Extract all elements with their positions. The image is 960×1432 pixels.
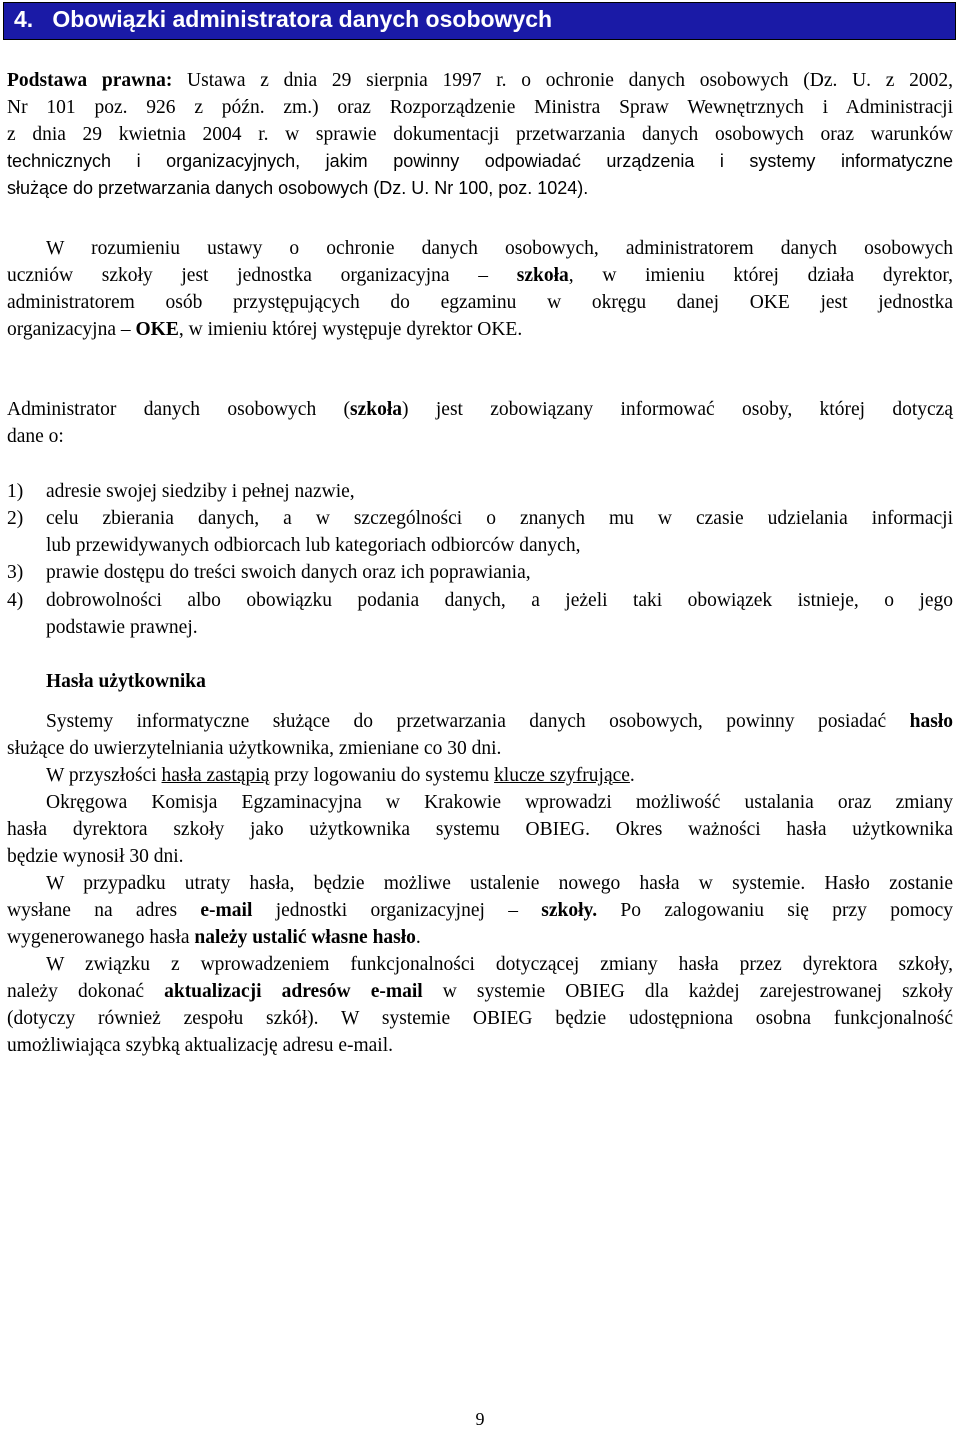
list-item-number: 1) bbox=[7, 481, 24, 502]
list-item: dobrowolności albo obowiązku podania danych, a jeżeli taki obowiązek istnieje, o jego bbox=[46, 590, 953, 611]
section-header bbox=[3, 2, 956, 40]
password-paragraph-1: Systemy informatyczne służące do przetwarzania danych osobowych, powinny posiadać hasło bbox=[46, 711, 954, 732]
list-item: celu zbierania danych, a w szczególności o znanych mu w czasie udzielania informacji bbox=[46, 508, 953, 529]
definition-end: organizacyjna – OKE, w imieniu której występuje dyrektor OKE. bbox=[7, 319, 523, 340]
obligation-end: dane o: bbox=[7, 426, 64, 447]
section-title: 4. Obowiązki administratora danych osobowych bbox=[14, 6, 553, 32]
list-item-continuation: podstawie prawnej. bbox=[46, 617, 198, 638]
password-paragraph-3: Okręgowa Komisja Egzaminacyjna w Krakowie wprowadzi możliwość ustalania oraz zmiany hasła dyrektora szkoły jako użytkownika systemu OBIEG. Okres ważności hasła użytkownika bbox=[7, 792, 953, 840]
legal-basis-continuation: z dnia 29 kwietnia 2004 r. w sprawie dokumentacji przetwarzania danych osobowych oraz warunków technicznych i organizacyjnych, jakim powinny odpowiadać urządzenia i systemy informatyczne bbox=[7, 124, 953, 171]
password-paragraph-1-end: służące do uwierzytelniania użytkownika, zmieniane co 30 dni. bbox=[7, 738, 502, 759]
password-paragraph-4-end: wygenerowanego hasła należy ustalić własne hasło. bbox=[7, 927, 421, 948]
list-item: adresie swojej siedziby i pełnej nazwie, bbox=[46, 481, 355, 502]
password-paragraph-2: W przyszłości hasła zastąpią przy logowaniu do systemu klucze szyfrujące. bbox=[46, 765, 635, 786]
password-paragraph-5-end: umożliwiająca szybką aktualizację adresu e-mail. bbox=[7, 1035, 394, 1056]
list-item-number: 3) bbox=[7, 562, 24, 583]
list-item: prawie dostępu do treści swoich danych oraz ich poprawiania, bbox=[46, 562, 531, 583]
legal-basis-label: Podstawa prawna: bbox=[7, 70, 173, 91]
legal-basis-end: służące do przetwarzania danych osobowych (Dz. U. Nr 100, poz. 1024). bbox=[7, 178, 589, 198]
subsection-heading: Hasła użytkownika bbox=[46, 671, 206, 692]
password-paragraph-4: W przypadku utraty hasła, będzie możliwe ustalenie nowego hasła w systemie. Hasło zostanie wysłane na adres e-mail jednostki organizacyjnej – szkoły. Po zalogowaniu się przy pomocy bbox=[7, 873, 954, 921]
password-paragraph-5: W związku z wprowadzeniem funkcjonalności dotyczącej zmiany hasła przez dyrektora szkoły, należy dokonać aktualizacji adresów e-mail w systemie OBIEG dla każdej zarejestrowanej szkoły (dotyczy również zespołu szkół). W systemie OBIEG będzie udostępniona osobna funkcjonalność bbox=[7, 954, 954, 1029]
obligation-paragraph: Administrator danych osobowych (szkoła) jest zobowiązany informować osoby, której dotyczą bbox=[7, 399, 953, 420]
definition-paragraph: W rozumieniu ustawy o ochronie danych osobowych, administratorem danych osobowych uczniów szkoły jest jednostka organizacyjna – szkoła, w imieniu której działa dyrektor, administratorem osób przystępujących do egzaminu w okręgu danej OKE jest jednostka bbox=[7, 238, 953, 313]
list-item-number: 2) bbox=[7, 508, 24, 529]
legal-basis-paragraph: Podstawa prawna: Ustawa z dnia 29 sierpnia 1997 r. o ochronie danych osobowych (Dz. U. z 2002, Nr 101 poz. 926 z późn. zm.) oraz Rozporządzenie Ministra Spraw Wewnętrznych i Administracji bbox=[7, 70, 953, 118]
page-number: 9 bbox=[475, 1409, 485, 1429]
list-item-number: 4) bbox=[7, 590, 24, 611]
password-paragraph-3-end: będzie wynosił 30 dni. bbox=[7, 846, 184, 867]
list-item-continuation: lub przewidywanych odbiorcach lub kategoriach odbiorców danych, bbox=[46, 535, 581, 556]
